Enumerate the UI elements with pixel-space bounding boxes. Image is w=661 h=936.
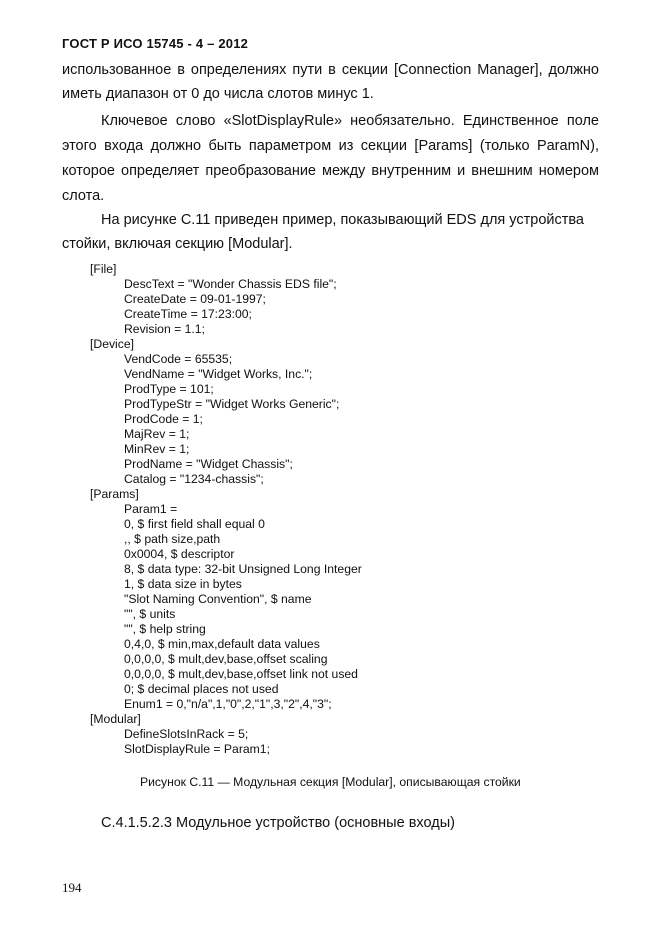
eds-section-heading: [Modular] — [90, 712, 141, 726]
eds-entry: ProdTypeStr = "Widget Works Generic"; — [124, 397, 340, 411]
eds-entry: SlotDisplayRule = Param1; — [124, 742, 270, 756]
eds-entry: ProdName = "Widget Chassis"; — [124, 457, 293, 471]
eds-entry: 0,4,0, $ min,max,default data values — [124, 637, 320, 651]
eds-section-heading: [File] — [90, 262, 117, 276]
eds-entry: 0,0,0,0, $ mult,dev,base,offset link not used — [124, 667, 358, 681]
paragraph-line: стойки, включая секцию [Modular]. — [62, 236, 293, 252]
eds-entry: CreateDate = 09-01-1997; — [124, 292, 266, 306]
paragraph-line: которое определяет преобразование между внутренним и внешним номером — [62, 163, 599, 179]
eds-entry: DescText = "Wonder Chassis EDS file"; — [124, 277, 337, 291]
section-subheading: С.4.1.5.2.3 Модульное устройство (основные входы) — [101, 815, 455, 831]
eds-entry: Enum1 = 0,"n/a",1,"0",2,"1",3,"2",4,"3"; — [124, 697, 332, 711]
eds-entry: CreateTime = 17:23:00; — [124, 307, 252, 321]
eds-entry: 0x0004, $ descriptor — [124, 547, 235, 561]
document-header: ГОСТ Р ИСО 15745 - 4 – 2012 — [62, 36, 249, 51]
eds-entry: DefineSlotsInRack = 5; — [124, 727, 249, 741]
eds-entry: 8, $ data type: 32-bit Unsigned Long Integer — [124, 562, 362, 576]
eds-entry: MajRev = 1; — [124, 427, 190, 441]
eds-entry: Revision = 1.1; — [124, 322, 205, 336]
eds-entry: "", $ help string — [124, 622, 206, 636]
eds-entry: Catalog = "1234-chassis"; — [124, 472, 264, 486]
eds-entry: VendCode = 65535; — [124, 352, 233, 366]
page-number: 194 — [62, 880, 82, 895]
figure-caption: Рисунок С.11 — Модульная секция [Modular], описывающая стойки — [140, 775, 521, 789]
eds-entry: ,, $ path size,path — [124, 532, 221, 546]
eds-entry: "", $ units — [124, 607, 176, 621]
eds-entry: "Slot Naming Convention", $ name — [124, 592, 312, 606]
paragraph-line: иметь диапазон от 0 до числа слотов минус 1. — [62, 86, 374, 102]
eds-entry: ProdType = 101; — [124, 382, 214, 396]
eds-section-heading: [Device] — [90, 337, 135, 351]
eds-entry: VendName = "Widget Works, Inc."; — [124, 367, 313, 381]
paragraph-line: этого входа должно быть параметром из секции [Params] (только ParamN), — [62, 138, 599, 154]
paragraph-line: Ключевое слово «SlotDisplayRule» необязательно. Единственное поле — [101, 113, 599, 129]
eds-entry: ProdCode = 1; — [124, 412, 203, 426]
paragraph-line: слота. — [62, 188, 105, 204]
eds-entry: 0,0,0,0, $ mult,dev,base,offset scaling — [124, 652, 328, 666]
paragraph-line: На рисунке С.11 приведен пример, показывающий EDS для устройства — [101, 212, 584, 228]
paragraph-line: использованное в определениях пути в секции [Connection Manager], должно — [62, 62, 599, 78]
eds-section-heading: [Params] — [90, 487, 139, 501]
eds-entry: Param1 = — [124, 502, 178, 516]
eds-entry: 0, $ first field shall equal 0 — [124, 517, 265, 531]
eds-entry: MinRev = 1; — [124, 442, 190, 456]
eds-entry: 0; $ decimal places not used — [124, 682, 279, 696]
eds-entry: 1, $ data size in bytes — [124, 577, 242, 591]
